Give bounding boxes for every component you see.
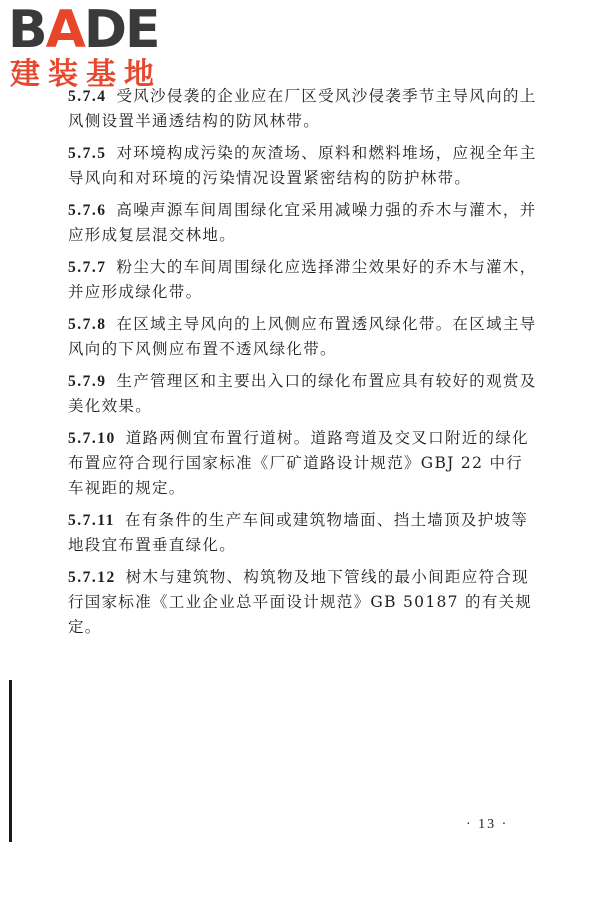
clause-number: 5.7.9 bbox=[68, 373, 107, 390]
clause-number: 5.7.5 bbox=[68, 145, 107, 162]
clause-text: 高噪声源车间周围绿化宜采用减噪力强的乔木与灌木，并应形成复层混交林地。 bbox=[68, 201, 537, 244]
logo-brand-accent: A bbox=[45, 0, 84, 60]
clause-5-7-12 bbox=[68, 565, 538, 640]
clause-number: 5.7.12 bbox=[68, 569, 116, 586]
logo-brand-prefix: B bbox=[8, 0, 46, 60]
clause-5-7-11 bbox=[68, 508, 538, 558]
clause-text: 道路两侧宜布置行道树。道路弯道及交叉口附近的绿化布置应符合现行国家标准《厂矿道路设计规范》GBJ 22 中行车视距的规定。 bbox=[68, 429, 529, 497]
clause-number: 5.7.6 bbox=[68, 202, 107, 219]
page-number: · 13 · bbox=[466, 817, 509, 832]
clause-5-7-10 bbox=[68, 426, 538, 501]
clause-number: 5.7.4 bbox=[68, 88, 107, 105]
clause-text: 受风沙侵袭的企业应在厂区受风沙侵袭季节主导风向的上风侧设置半通透结构的防风林带。 bbox=[68, 87, 537, 130]
clause-number: 5.7.7 bbox=[68, 259, 107, 276]
clause-5-7-9 bbox=[68, 369, 538, 419]
logo-brand bbox=[8, 2, 159, 58]
clause-text: 对环境构成污染的灰渣场、原料和燃料堆场，应视全年主导风向和对环境的污染情况设置紧密结构的防护林带。 bbox=[68, 144, 537, 187]
clause-5-7-7 bbox=[68, 255, 538, 305]
clause-number: 5.7.8 bbox=[68, 316, 107, 333]
logo-brand-suffix: DE bbox=[83, 0, 159, 60]
clause-text: 树木与建筑物、构筑物及地下管线的最小间距应符合现行国家标准《工业企业总平面设计规范》GB 50187 的有关规定。 bbox=[68, 568, 533, 636]
clause-5-7-6 bbox=[68, 198, 538, 248]
logo-subtitle: 建装基地 bbox=[10, 57, 162, 92]
binding-margin-line bbox=[9, 680, 12, 842]
clause-5-7-8 bbox=[68, 312, 538, 362]
clause-number: 5.7.10 bbox=[68, 430, 116, 447]
clause-number: 5.7.11 bbox=[68, 512, 115, 529]
clause-text: 生产管理区和主要出入口的绿化布置应具有较好的观赏及美化效果。 bbox=[68, 372, 537, 415]
watermark-logo bbox=[8, 2, 188, 92]
clause-list bbox=[68, 84, 538, 647]
clause-text: 在有条件的生产车间或建筑物墙面、挡土墙顶及护坡等地段宜布置垂直绿化。 bbox=[68, 511, 529, 554]
clause-5-7-4 bbox=[68, 84, 538, 134]
clause-text: 在区域主导风向的上风侧应布置透风绿化带。在区域主导风向的下风侧应布置不透风绿化带。 bbox=[68, 315, 537, 358]
clause-5-7-5 bbox=[68, 141, 538, 191]
clause-text: 粉尘大的车间周围绿化应选择滞尘效果好的乔木与灌木，并应形成绿化带。 bbox=[68, 258, 537, 301]
